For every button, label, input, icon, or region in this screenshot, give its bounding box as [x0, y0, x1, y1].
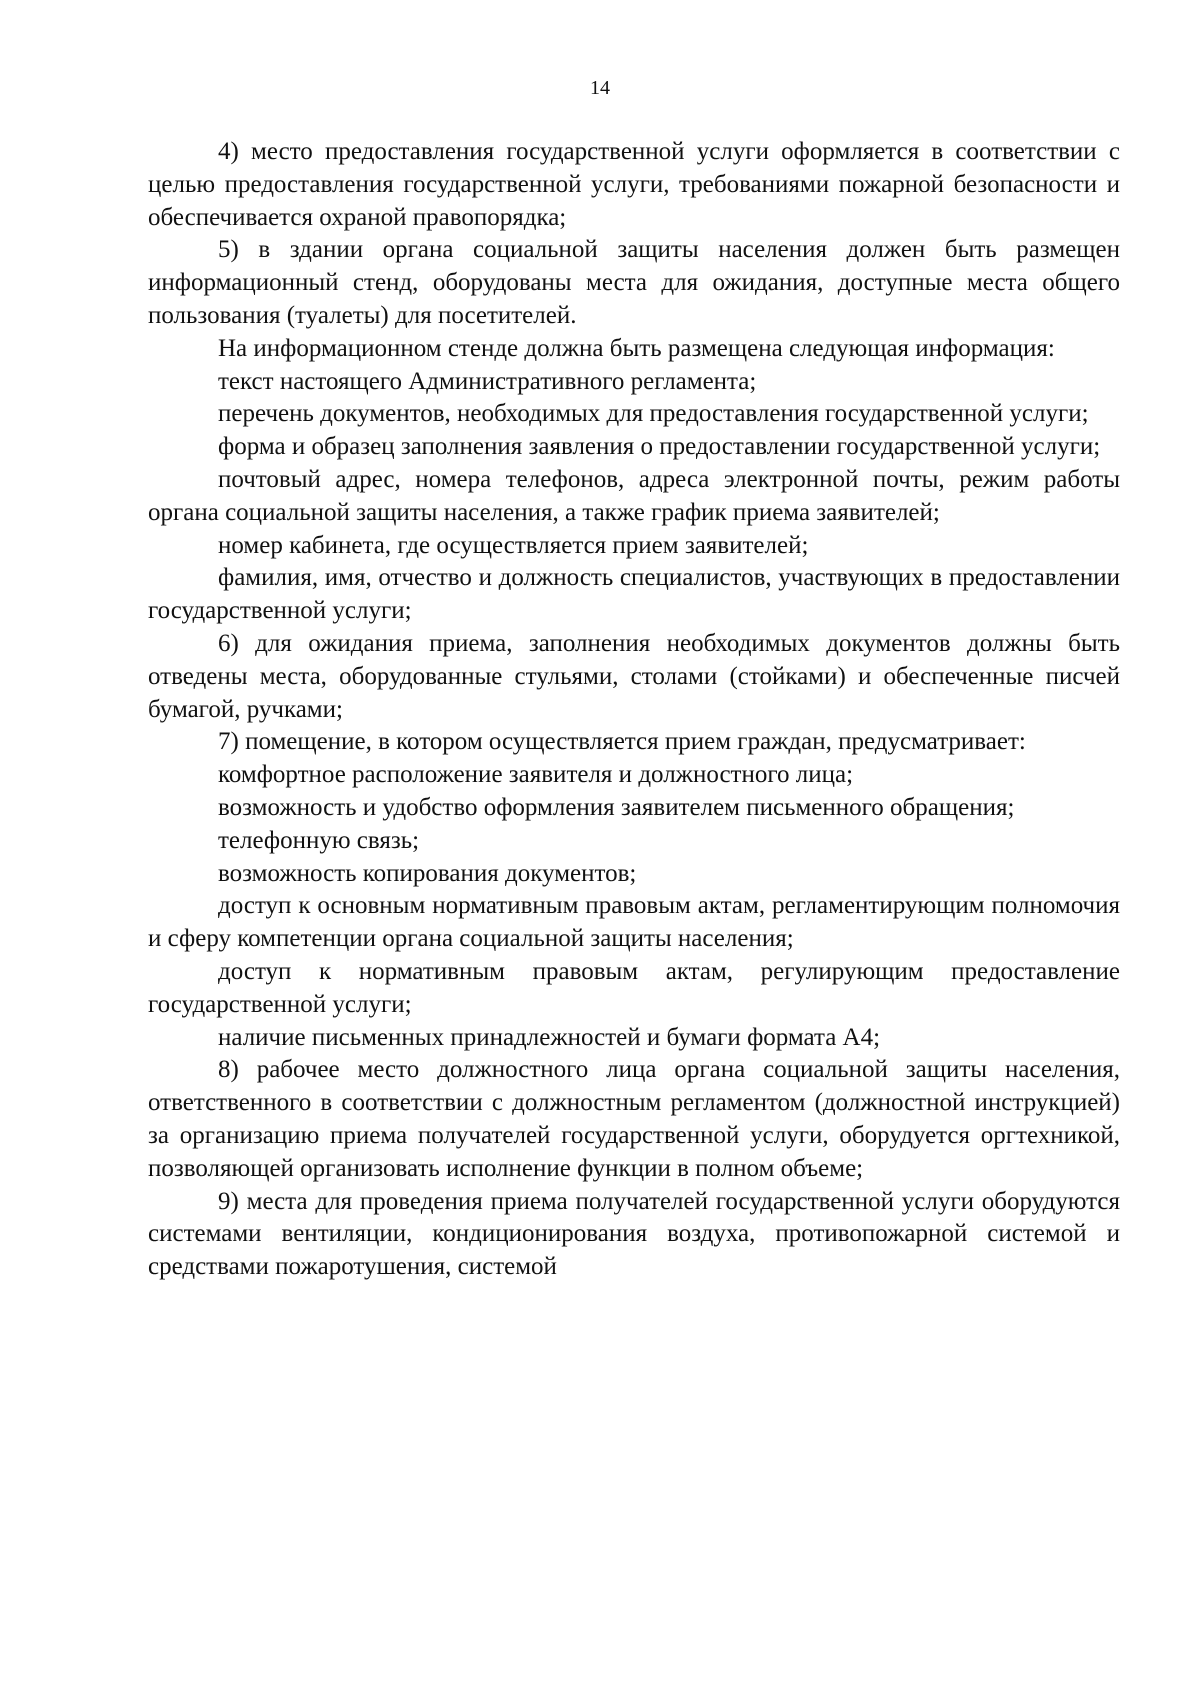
- paragraph-room-copying: возможность копирования документов;: [218, 859, 637, 887]
- paragraph-stand-documents-list: перечень документов, необходимых для предоставления государственной услуги;: [218, 400, 1089, 428]
- paragraph-stand-room-number: номер кабинета, где осуществляется прием заявителей;: [218, 531, 809, 559]
- paragraph-stand-info-intro: На информационном стенде должна быть размещена следующая информация:: [218, 334, 1055, 362]
- paragraph-room-service-acts: доступ к нормативным правовым актам, регулирующим предоставление государственной услуги;: [148, 957, 1120, 1018]
- paragraph-room-main-acts: доступ к основным нормативным правовым актам, регламентирующим полномочия и сферу компетенции органа социальной защиты населения;: [148, 892, 1120, 953]
- paragraph-item-6: 6) для ожидания приема, заполнения необходимых документов должны быть отведены места, оборудованные стульями, столами (стойками) и обеспеченные писчей бумагой, ручками;: [148, 629, 1120, 723]
- paragraph-item-7: 7) помещение, в котором осуществляется прием граждан, предусматривает:: [218, 728, 1026, 756]
- paragraph-stand-contacts: почтовый адрес, номера телефонов, адреса электронной почты, режим работы органа социальной защиты населения, а также график приема заявителей;: [148, 465, 1120, 526]
- paragraph-item-4: 4) место предоставления государственной услуги оформляется в соответствии с целью предоставления государственной услуги, требованиями пожарной безопасности и обеспечивается охраной правопорядка;: [148, 138, 1120, 231]
- paragraph-item-8: 8) рабочее место должностного лица органа социальной защиты населения, ответственного в соответствии с должностным регламентом (должностной инструкцией) за организацию приема получателей государственной услуги, оборудуется оргтехникой, позволяющей организовать исполнение функции в полном объеме;: [148, 1056, 1120, 1182]
- page-number: 14: [590, 77, 610, 99]
- paragraph-item-9: 9) места для проведения приема получателей государственной услуги оборудуются системами вентиляции, кондиционирования воздуха, противопожарной системой и средствами пожаротушения, системой: [148, 1187, 1120, 1281]
- paragraph-stand-regulation-text: текст настоящего Административного регламента;: [218, 367, 757, 395]
- paragraph-room-comfort: комфортное расположение заявителя и должностного лица;: [218, 761, 854, 789]
- paragraph-item-5: 5) в здании органа социальной защиты населения должен быть размещен информационный стенд, оборудованы места для ожидания, доступные места общего пользования (туалеты) для посетителей.: [148, 236, 1120, 329]
- paragraph-room-writing: возможность и удобство оформления заявителем письменного обращения;: [218, 793, 1015, 821]
- paragraph-stand-application-form: форма и образец заполнения заявления о предоставлении государственной услуги;: [218, 433, 1101, 461]
- document-body: [148, 136, 1120, 1284]
- paragraph-stand-specialists: фамилия, имя, отчество и должность специалистов, участвующих в предоставлении государственной услуги;: [148, 564, 1120, 625]
- paragraph-room-phone: телефонную связь;: [218, 826, 420, 854]
- paragraph-room-stationery: наличие письменных принадлежностей и бумаги формата А4;: [218, 1023, 881, 1051]
